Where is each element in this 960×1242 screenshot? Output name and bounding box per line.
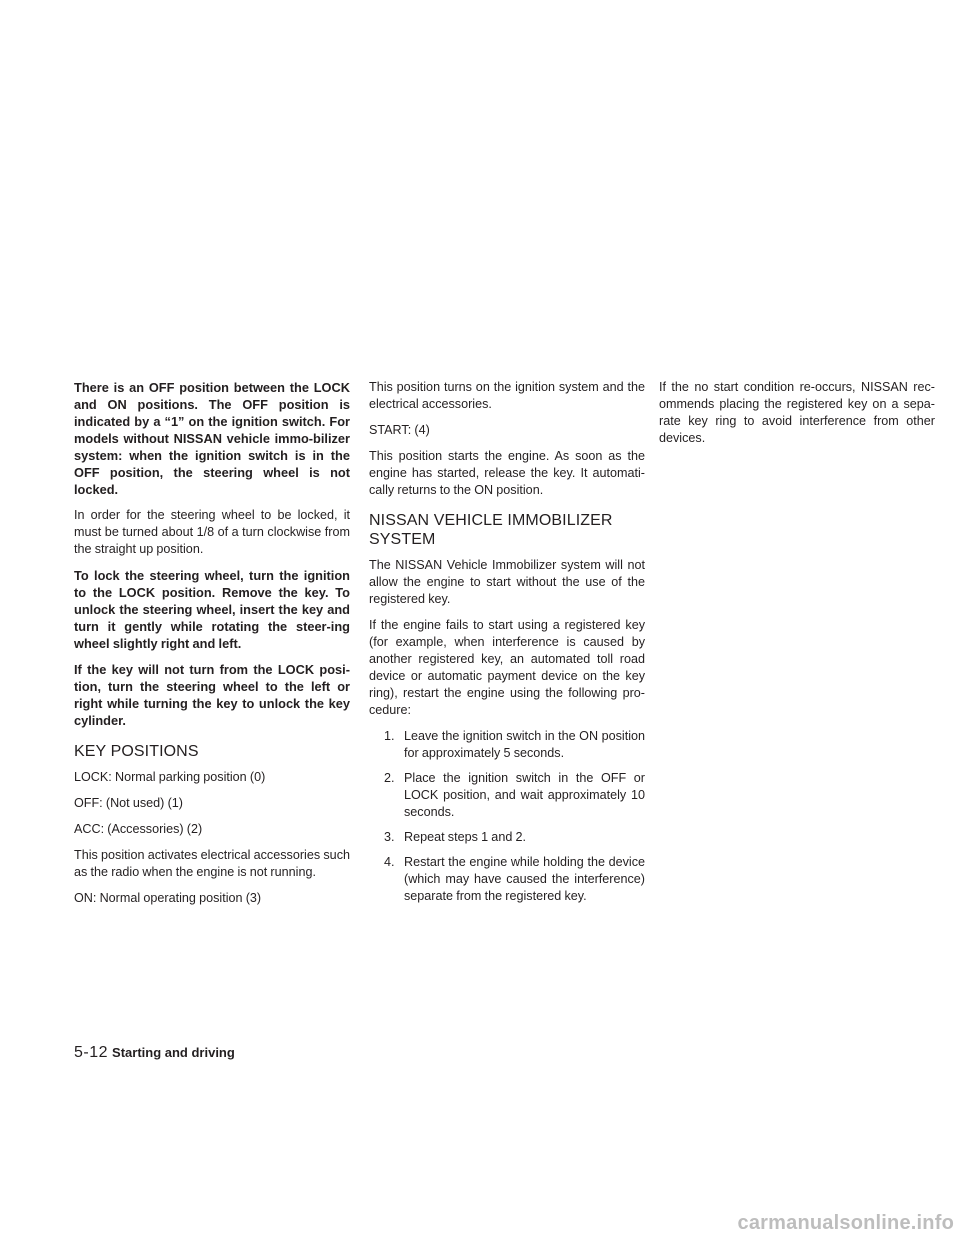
list-item [369,728,645,762]
key-stuck-instructions: If the key will not turn from the LOCK posi-tion, turn the steering wheel to the left or right while turning the key to unlock the key cylinder. [74,662,350,728]
section-title: Starting and driving [112,1045,235,1060]
list-item [369,854,645,905]
step-text: Leave the ignition switch in the ON position for approximately 5 seconds. [404,729,645,760]
column-3 [659,379,935,456]
step-number: 3. [384,830,395,844]
key-position-off: OFF: (Not used) (1) [74,796,183,810]
key-position-on-description: This position turns on the ignition system and the electrical accessories. [369,380,645,411]
step-text: Restart the engine while holding the device (which may have caused the interference) separate from the registered key. [404,855,645,903]
immobilizer-heading: NISSAN VEHICLE IMMOBILIZER SYSTEM [369,512,613,548]
steering-lock-note: In order for the steering wheel to be locked, it must be turned about 1/8 of a turn clockwise from the straight up position. [74,508,350,556]
step-number: 4. [384,855,395,869]
page-number: 5-12 [74,1044,109,1061]
key-positions-heading: KEY POSITIONS [74,743,199,760]
key-position-lock: LOCK: Normal parking position (0) [74,770,266,784]
key-position-start: START: (4) [369,423,430,437]
immobilizer-fail-note: If the engine fails to start using a registered key (for example, when interference is caused by another registered key, an automated toll road device or automatic payment device on the key ring), restart the engine using the following pro-cedure: [369,618,645,717]
watermark: carmanualsonline.info [737,1212,954,1234]
page-footer [74,1044,235,1062]
column-1 [74,379,350,916]
key-position-acc: ACC: (Accessories) (2) [74,822,203,836]
immobilizer-intro: The NISSAN Vehicle Immobilizer system will not allow the engine to start without the use of the registered key. [369,558,645,606]
key-position-acc-description: This position activates electrical accessories such as the radio when the engine is not running. [74,848,350,879]
off-position-warning: There is an OFF position between the LOCK and ON positions. The OFF position is indicated by a “1” on the ignition switch. For models without NISSAN vehicle immo-bilizer system: when the ignition switch is in the OFF position, the steering wheel is not locked. [74,380,350,497]
step-text: Repeat steps 1 and 2. [404,830,527,844]
key-position-start-description: This position starts the engine. As soon as the engine has started, release the key. It automati-cally returns to the ON position. [369,449,645,497]
key-position-on: ON: Normal operating position (3) [74,891,262,905]
step-text: Place the ignition switch in the OFF or LOCK position, and wait approximately 10 seconds. [404,771,645,819]
step-number: 2. [384,771,395,785]
column-2 [369,379,645,913]
lock-steering-instructions: To lock the steering wheel, turn the ignition to the LOCK position. Remove the key. To unlock the steering wheel, insert the key and turn it gently while rotating the steer-ing wheel slightly right and left. [74,568,350,651]
list-item [369,770,645,821]
restart-procedure-list [369,728,645,905]
recurring-condition-note: If the no start condition re-occurs, NISSAN rec-ommends placing the registered key on a sepa-rate key ring to avoid interference from other devices. [659,380,935,445]
list-item [369,829,645,846]
step-number: 1. [384,729,395,743]
